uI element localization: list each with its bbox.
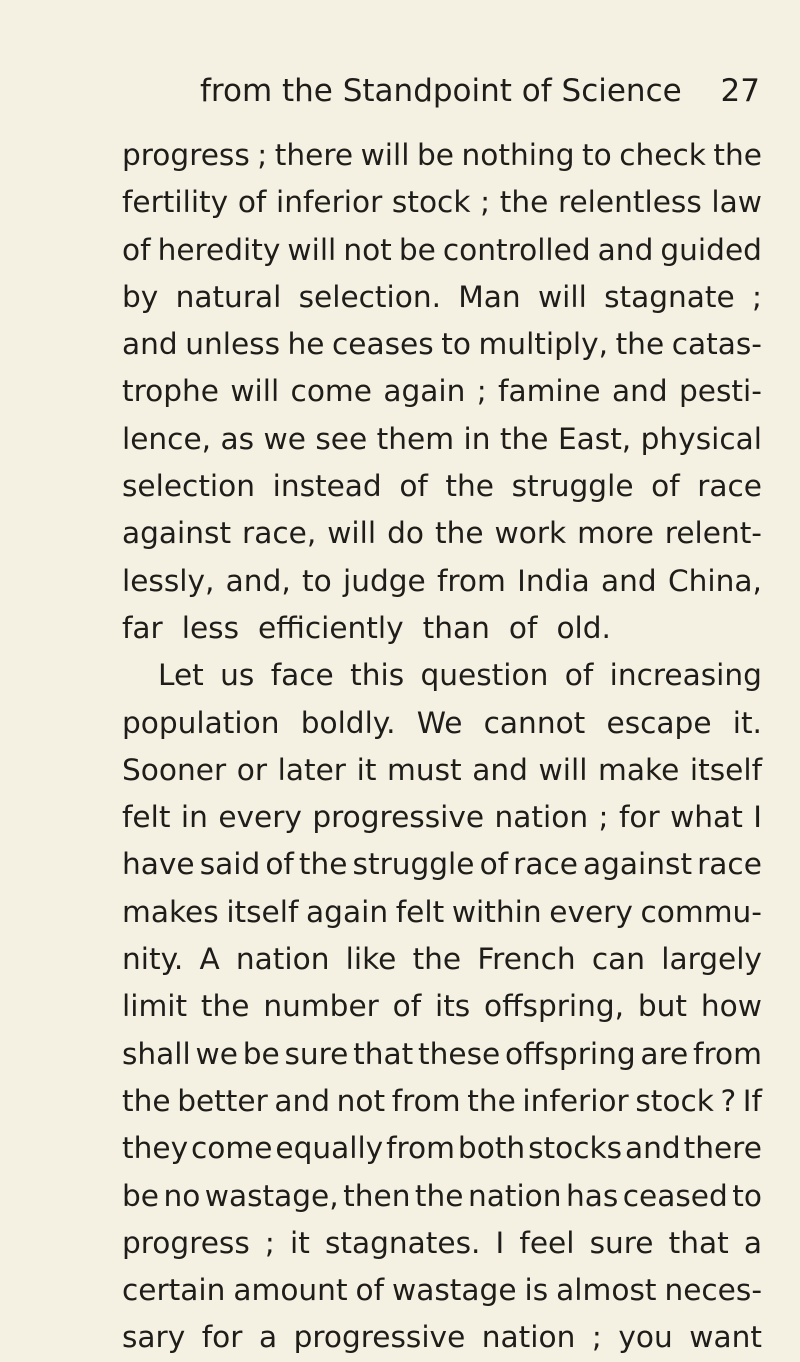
word: We (416, 705, 463, 740)
word: for (201, 1320, 243, 1355)
word: will (287, 232, 337, 267)
word: offspring, (484, 989, 625, 1024)
word: A (199, 942, 220, 977)
word: ceased (622, 1178, 728, 1213)
word: stock (635, 1083, 714, 1118)
word: be (398, 232, 436, 267)
word: Let (158, 658, 204, 693)
word: ; (480, 185, 491, 220)
word: in (180, 800, 208, 835)
word: of (479, 847, 509, 882)
word: almost (556, 1273, 657, 1308)
word: both (457, 1131, 526, 1166)
word: question (420, 658, 549, 693)
word: make (598, 752, 680, 787)
word: not (336, 1083, 386, 1118)
word: this (350, 658, 405, 693)
word: can (591, 942, 646, 977)
word: the (122, 1083, 171, 1118)
word: catas- (671, 327, 762, 362)
word: multiply, (478, 327, 609, 362)
word: guided (660, 232, 762, 267)
word: to (441, 327, 471, 362)
word: limit (122, 989, 188, 1024)
word: of (237, 185, 267, 220)
word: and, (225, 563, 291, 598)
word: equally (275, 1131, 384, 1166)
word: progressive (293, 1320, 466, 1355)
word: the (298, 847, 348, 882)
word: If (742, 1083, 762, 1118)
word: every (218, 800, 302, 835)
word: it (290, 1225, 310, 1260)
word: it (356, 752, 377, 787)
word: every (549, 894, 633, 929)
word: what (670, 800, 743, 835)
word: us (220, 658, 255, 693)
word: amount (233, 1273, 348, 1308)
word: its (434, 989, 471, 1024)
word: and (597, 232, 654, 267)
word: like (345, 942, 397, 977)
word: ; (257, 138, 268, 172)
word: the (499, 185, 549, 220)
word: law (711, 185, 762, 220)
word: itself (226, 894, 299, 929)
word: race, (242, 516, 317, 551)
word: there (274, 138, 354, 172)
word: offspring (505, 1036, 636, 1071)
word: the (499, 421, 549, 456)
word: want (689, 1320, 762, 1355)
word: that (353, 1036, 414, 1071)
word: you (618, 1320, 673, 1355)
word: work (494, 516, 567, 551)
text-line (122, 936, 762, 983)
word: face (270, 658, 334, 693)
word: East, (557, 421, 632, 456)
word: again (383, 374, 466, 409)
word: population (122, 705, 280, 740)
word: are (640, 1036, 689, 1071)
word: of (564, 658, 594, 693)
word: of (508, 610, 538, 645)
word: is (524, 1273, 549, 1308)
word: see (315, 421, 368, 456)
word: that (668, 1225, 729, 1260)
word: of (392, 989, 422, 1024)
word: makes (122, 894, 219, 929)
word: he (287, 327, 325, 362)
word: more (577, 516, 654, 551)
word: of (399, 469, 428, 504)
word: ceases (332, 327, 434, 362)
word: the (467, 1083, 516, 1118)
word: or (236, 752, 268, 787)
word: but (637, 989, 688, 1024)
word: judge (342, 563, 426, 598)
word: be (122, 1178, 159, 1213)
word: India (517, 563, 590, 598)
word: feel (519, 1225, 575, 1260)
word: and (472, 752, 528, 787)
text-line (122, 1314, 762, 1361)
word: come (191, 1131, 273, 1166)
page-number: 27 (720, 73, 760, 109)
word: will (360, 138, 410, 172)
word: then (343, 1178, 411, 1213)
text-line (122, 700, 762, 747)
word: these (418, 1036, 501, 1071)
word: felt (395, 894, 445, 929)
word: a (258, 1320, 278, 1355)
word: we (263, 421, 306, 456)
text-line (122, 510, 762, 557)
text-line (122, 1031, 762, 1078)
word: number (263, 989, 379, 1024)
word: of (122, 232, 151, 267)
word: instead (272, 469, 382, 504)
word: I (753, 800, 762, 835)
word: sary (122, 1320, 186, 1355)
text-line (122, 321, 762, 368)
word: be (242, 1036, 280, 1071)
word: the (200, 989, 250, 1024)
word: will (327, 516, 377, 551)
text-line (122, 132, 762, 179)
text-line (122, 1173, 762, 1220)
word: far (122, 610, 163, 645)
word: for (618, 800, 660, 835)
word: again (306, 894, 389, 929)
word: they (122, 1131, 189, 1166)
word: from (386, 1131, 455, 1166)
body-text (122, 132, 762, 1362)
word: Man (458, 279, 521, 314)
word: stagnate (604, 279, 735, 314)
word: ; (751, 279, 762, 314)
paragraph (122, 652, 762, 1361)
word: of (265, 847, 294, 882)
word: and (274, 1083, 331, 1118)
text-line (122, 368, 762, 415)
word: the (434, 516, 484, 551)
word: race (513, 847, 578, 882)
word: the (445, 469, 494, 504)
word: from (437, 563, 506, 598)
word: there (683, 1131, 762, 1166)
running-title: from the Standpoint of Science (200, 73, 682, 109)
word: will (230, 374, 280, 409)
word: stagnates. (324, 1225, 481, 1260)
paragraph (122, 132, 762, 652)
word: from (391, 1083, 461, 1118)
word: it. (732, 705, 762, 740)
word: inferior (522, 1083, 629, 1118)
word: the (615, 327, 665, 362)
word: how (700, 989, 762, 1024)
word: progress (122, 1225, 250, 1260)
word: nothing (461, 138, 575, 172)
word: sure (589, 1225, 654, 1260)
text-line (122, 983, 762, 1030)
word: heredity (157, 232, 281, 267)
text-line (122, 227, 762, 274)
word: inferior (276, 185, 383, 220)
word: Sooner (122, 752, 227, 787)
word: be (416, 138, 454, 172)
word: as (220, 421, 255, 456)
word: physical (640, 421, 762, 456)
text-line (122, 605, 762, 652)
word: better (177, 1083, 268, 1118)
word: progressive (312, 800, 485, 835)
word: of (651, 469, 680, 504)
word: itself (689, 752, 762, 787)
text-line (122, 179, 762, 226)
word: I (495, 1225, 505, 1260)
word: nity. (122, 942, 184, 977)
word: check (619, 138, 706, 172)
word: ? (720, 1083, 737, 1118)
word: famine (498, 374, 601, 409)
word: ; (591, 1320, 602, 1355)
word: not (343, 232, 392, 267)
word: in (463, 421, 491, 456)
word: will (538, 752, 588, 787)
word: race (697, 847, 762, 882)
word: shall (122, 1036, 191, 1071)
word: and (625, 1131, 681, 1166)
word: have (122, 847, 195, 882)
word: race (697, 469, 762, 504)
word: nation (235, 942, 330, 977)
word: wastage (392, 1273, 517, 1308)
text-line (122, 463, 762, 510)
word: relent- (664, 516, 762, 551)
word: struggle (511, 469, 634, 504)
word: felt (122, 800, 171, 835)
word: than (422, 610, 490, 645)
word: wastage, (204, 1178, 339, 1213)
word: nation (494, 800, 589, 835)
word: efficiently (258, 610, 404, 645)
word: and (611, 374, 668, 409)
word: a (743, 1225, 762, 1260)
text-line (122, 747, 762, 794)
word: to (302, 563, 332, 598)
word: against (583, 847, 693, 882)
text-line (122, 652, 762, 699)
word: certain (122, 1273, 226, 1308)
word: ; (598, 800, 609, 835)
word: them (376, 421, 455, 456)
word: selection. (298, 279, 442, 314)
word: to (582, 138, 612, 172)
word: come (290, 374, 372, 409)
word: must (387, 752, 462, 787)
word: boldly. (300, 705, 396, 740)
word: unless (185, 327, 280, 362)
word: against (122, 516, 232, 551)
word: will (537, 279, 587, 314)
word: controlled (442, 232, 591, 267)
text-line (122, 1267, 762, 1314)
text-line (122, 416, 762, 463)
word: and (601, 563, 657, 598)
word: fertility (122, 185, 229, 220)
word: escape (606, 705, 712, 740)
word: trophe (122, 374, 219, 409)
word: we (195, 1036, 238, 1071)
running-head (122, 66, 762, 116)
word: progress (122, 138, 250, 172)
word: commu- (640, 894, 762, 929)
word: neces- (664, 1273, 762, 1308)
word: nation (481, 1320, 576, 1355)
text-line (122, 794, 762, 841)
word: natural (175, 279, 282, 314)
word: relentless (557, 185, 702, 220)
word: largely (661, 942, 762, 977)
word: lessly, (122, 563, 215, 598)
word: stock (391, 185, 471, 220)
word: said (199, 847, 261, 882)
word: old. (556, 610, 611, 645)
text-line (122, 558, 762, 605)
word: the (414, 1178, 464, 1213)
text-line (122, 274, 762, 321)
word: has (566, 1178, 619, 1213)
word: from (693, 1036, 762, 1071)
word: the (412, 942, 462, 977)
word: ; (264, 1225, 275, 1260)
word: struggle (352, 847, 475, 882)
word: stocks (528, 1131, 623, 1166)
word: of (355, 1273, 385, 1308)
word: later (277, 752, 346, 787)
text-line (122, 1078, 762, 1125)
text-line (122, 841, 762, 888)
text-line (122, 1125, 762, 1172)
word: no (163, 1178, 201, 1213)
word: and (122, 327, 178, 362)
word: within (451, 894, 542, 929)
text-line (122, 1220, 762, 1267)
word: lence, (122, 421, 212, 456)
word: nation (467, 1178, 562, 1213)
word: increasing (609, 658, 762, 693)
word: pesti- (678, 374, 762, 409)
word: cannot (483, 705, 586, 740)
word: sure (284, 1036, 349, 1071)
word: French (477, 942, 576, 977)
word: the (713, 138, 762, 172)
word: do (387, 516, 424, 551)
word: less (181, 610, 240, 645)
word: selection (122, 469, 256, 504)
word: to (732, 1178, 762, 1213)
word: China, (667, 563, 762, 598)
word: by (122, 279, 159, 314)
word: ; (476, 374, 487, 409)
text-line (122, 889, 762, 936)
